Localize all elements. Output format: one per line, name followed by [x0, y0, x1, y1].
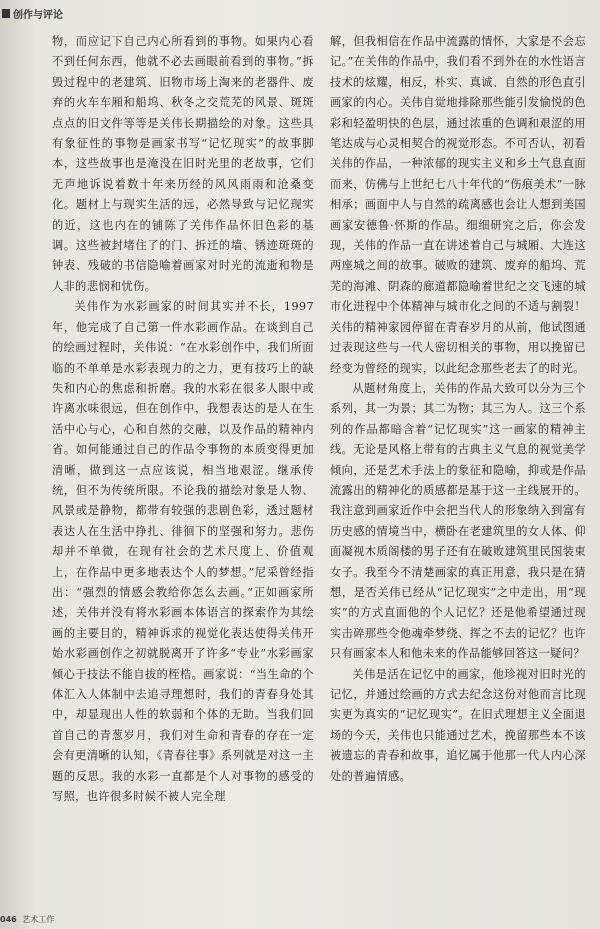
section-marker-icon [2, 9, 10, 18]
page-footer [0, 914, 54, 925]
paragraph: 关伟是活在记忆中的画家，他珍视对旧时光的记忆，并通过绘画的方式去纪念这份对他而言比现实更为真实的“记忆现实”。在旧式理想主义全面退场的今天，关伟也只能通过艺术，挽留那些本不该被遗忘的青春和故事，追忆属于他那一代人内心深处的普遍情感。 [330, 667, 586, 783]
paragraph: 物，而应记下自己内心所看到的事物。如果内心看不到任何东西，他就不必去画眼前看到的事物。”拆毁过程中的老建筑、旧物市场上淘来的老器件、废弃的火车车厢和船坞、秋冬之交荒芜的风景、斑斑点点的旧文件等等是关伟长期描绘的对象。这些具有象征性的事物是画家书写“记忆现实”的故事脚本，这些故事也是淹没在旧时光里的老故事，它们无声地诉说着数十年来历经的风风雨雨和沧桑变化。题材上与现实生活的远，必然导致与记忆现实的近，这也内在的铺陈了关伟作品怀旧色彩的基调。这些被封堵住了的门、拆迁的墙、锈迹斑斑的钟表、残破的书信隐喻着画家对时光的流逝和物是人非的悲悯和忧伤。 [52, 35, 314, 293]
paragraph: 解，但我相信在作品中流露的情怀，大家是不会忘记。”在关伟的作品中，我们看不到外在的水性语言技术的炫耀，相反，朴实、真诚、自然的形色直引画家的内心。关伟自觉地排除那些能引发愉悦的色彩和轻盈明快的色层，通过浓重的色调和艰涩的用笔达成与心灵相契合的视觉形态。不可否认，初看关伟的作品，一种浓郁的现实主义和乡土气息直面而来，仿佛与上世纪七八十年代的“伤痕美术”一脉相承；画面中人与自然的疏离感也会让人想到美国画家安德鲁·怀斯的作品。细细研究之后，你会发现，关伟的作品一直在讲述着自己与城厢、大连这两座城之间的故事。破败的建筑、废弃的船坞、荒芜的海滩、阴森的廊道都隐喻着世纪之交飞速的城市化进程中个体精神与城市化之间的不适与割裂！关伟的精神家园停留在青春岁月的从前，他试图通过表现这些与一代人密切相关的事物，用以挽留已经变为曾经的现实，以此纪念那些老去了的时光。 [330, 35, 586, 375]
left-column [52, 32, 314, 807]
publication-name: 艺术工作 [22, 915, 55, 924]
page-number: 046 [0, 915, 17, 924]
paragraph: 关伟作为水彩画家的时间其实并不长，1997年，他完成了自己第一件水彩画作品。在谈到自己的绘画过程时，关伟说：“在水彩创作中，我们所面临的不单单是水彩表现力的之力，更有技巧上的缺失和内心的焦虑和折磨。我的水彩在很多人眼中或许离水味很远，但在创作中，我想表达的是人在生活中心与心，心和自然的交融，以及作品的精神内省。如何能通过自己的作品令事物的本质变得更加清晰，做到这一点应该说，相当地艰涩。继承传统，但不为传统所限。不论我的描绘对象是人物、风景或是静物，都带有较强的悲剧色彩，透过题材表达人在生活中挣扎、徘徊下的坚强和努力。悲伤却并不单微，在现有社会的艺术尺度上、价值观上，在作品中更多地表达个人的梦想。”尼采曾经指出：“强烈的情感会教给你怎么去画。”正如画家所述，关伟并没有将水彩画本体语言的探索作为其绘画的主要目的，精神诉求的视觉化表达使得关伟开始水彩画创作之初就脱离开了许多“专业”水彩画家倾心于技法不能自拔的桎梏。画家说：“当生命的个体汇入人体制中去追寻理想时，我们的青春身处其中，却显现出人性的软弱和个体的无助。当我们回首自己的青葱岁月，我们对生命和青春的存在一定会有更清晰的认知，《青春往事》系列就是对这一主题的反思。我的水彩一直都是个人对事物的感受的写照，也许很多时候不被人完全理 [52, 300, 314, 804]
paragraph: 从题材角度上，关伟的作品大致可以分为三个系列，其一为景；其二为物；其三为人。这三个系列的作品都暗含着“记忆现实”这一画家的精神主线。无论是风格上带有的古典主义气息的视觉美学倾向，还是艺术手法上的象征和隐喻，抑或是作品流露出的精神化的质感都是基于这一主线展开的。我注意到画家近作中会把当代人的形象纳入到富有历史感的情境当中，横卧在老建筑里的女人体、仰面凝视木质阁楼的男子还有在破败建筑里民国装束女子。我至今不清楚画家的真正用意，我只是在猜想，是否关伟已经从“记忆现实”之中走出，用“现实”的方式直面他的个人记忆？还是他希望通过现实击碎那些令他魂牵梦绕、挥之不去的记忆？也许只有画家本人和他未来的作品能够回答这一疑问？ [330, 381, 586, 661]
section-header [0, 6, 63, 20]
right-column [330, 32, 586, 787]
section-title: 创作与评论 [13, 9, 63, 21]
